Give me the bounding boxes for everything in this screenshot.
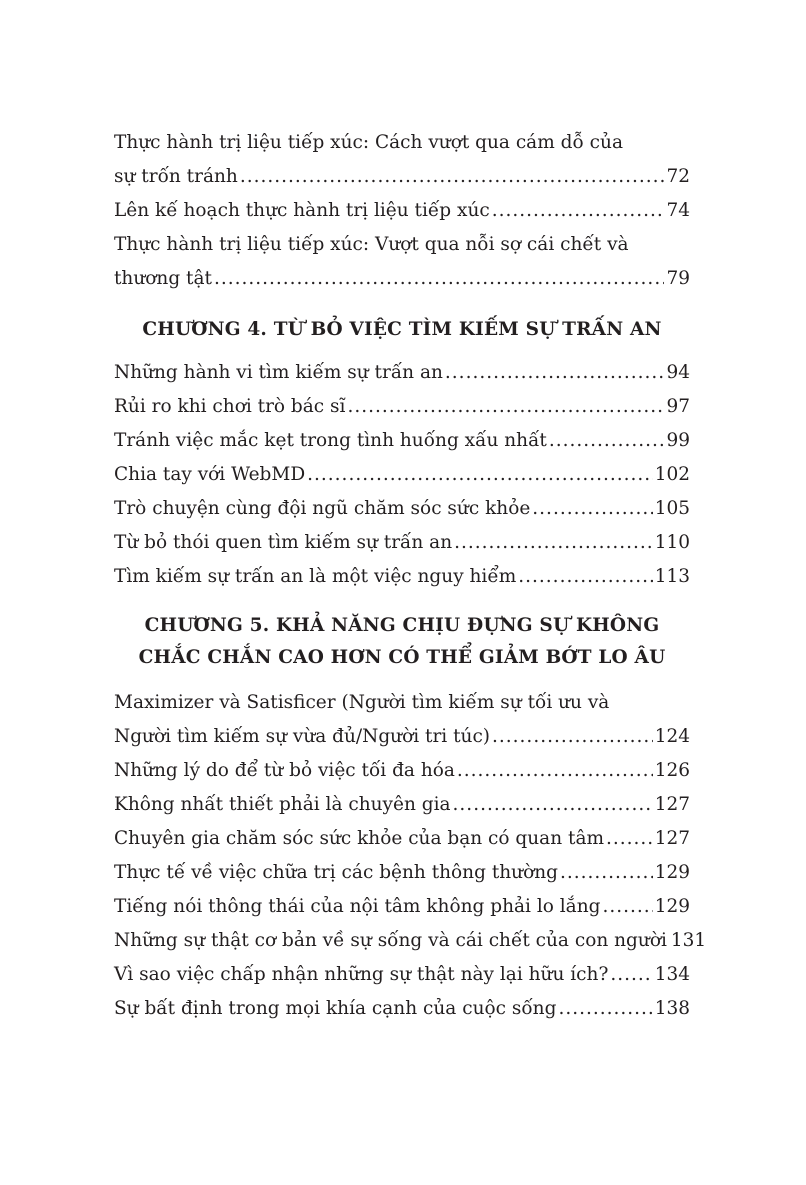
toc-entry-page-number: 131 [670,930,707,951]
toc-entry[interactable] [114,992,690,1026]
dot-leader [602,890,652,924]
toc-entry-title: Trò chuyện cùng đội ngũ chăm sóc sức khỏe [114,498,531,519]
toc-entry-page-number: 99 [666,430,690,451]
toc-entry-page-number: 113 [654,566,690,587]
dot-leader [560,856,653,890]
toc-entry-page-number: 134 [654,964,690,985]
toc-entry[interactable] [114,822,690,856]
toc-entry[interactable] [114,228,690,296]
toc-entry-title: Lên kế hoạch thực hành trị liệu tiếp xúc [114,200,490,221]
dot-leader [549,424,665,458]
toc-entry-title-line1: Maximizer và Satisficer (Người tìm kiếm sự tối ưu và [114,692,610,713]
toc-entry-title: Những sự thật cơ bản về sự sống và cái chết của con người [114,930,667,951]
toc-entry[interactable] [114,890,690,924]
chapter-heading-text: CHƯƠNG 4. TỪ BỎ VIỆC TÌM KIẾM SỰ TRẤN AN [142,319,662,340]
toc-entry-page-number: 102 [654,464,690,485]
toc-entry-page-number: 79 [666,268,690,289]
toc-entry[interactable] [114,924,707,958]
dot-leader [453,788,653,822]
chapter-4-heading[interactable] [114,314,690,346]
toc-entry-page-number: 127 [654,794,690,815]
dot-leader [307,458,653,492]
toc-entry-page-number: 97 [666,396,690,417]
toc-entry-title: Tránh việc mắc kẹt trong tình huống xấu nhất [114,430,547,451]
toc-entry-title: Thực tế về việc chữa trị các bệnh thông thường [114,862,558,883]
toc-entry[interactable] [114,194,690,228]
toc-entry-page-number: 94 [666,362,690,383]
dot-leader [606,822,653,856]
toc-entry-title-line1: Thực hành trị liệu tiếp xúc: Cách vượt qua cám dỗ của [114,132,623,153]
toc-entry-page-number: 138 [654,998,690,1019]
dot-leader [445,356,665,390]
chapter-5-heading[interactable] [114,610,690,674]
toc-entry-page-number: 110 [654,532,690,553]
toc-entry[interactable] [114,754,690,788]
toc-entry-title: Những lý do để từ bỏ việc tối đa hóa [114,760,455,781]
dot-leader [457,754,653,788]
toc-entry-page-number: 72 [666,166,690,187]
toc-entry[interactable] [114,958,690,992]
dot-leader [454,526,653,560]
toc-entry[interactable] [114,560,690,594]
toc-entry[interactable] [114,526,690,560]
chapter-heading-line2: CHẮC CHẮN CAO HƠN CÓ THỂ GIẢM BỚT LO ÂU [138,647,666,668]
dot-leader [492,194,665,228]
toc-entry-title: Tìm kiếm sự trấn an là một việc nguy hiểm [114,566,517,587]
table-of-contents-page [114,126,707,1026]
chapter-heading-line1: CHƯƠNG 5. KHẢ NĂNG CHỊU ĐỰNG SỰ KHÔNG [144,615,660,636]
toc-entry-page-number: 127 [654,828,690,849]
dot-leader [240,160,665,194]
toc-entry[interactable] [114,424,690,458]
toc-entry-page-number: 129 [654,862,690,883]
toc-entry-title: Chuyên gia chăm sóc sức khỏe của bạn có quan tâm [114,828,605,849]
toc-entry-title: thương tật [114,268,212,289]
toc-entry[interactable] [114,458,690,492]
toc-entry[interactable] [114,356,690,390]
toc-entry-title: Người tìm kiếm sự vừa đủ/Người tri túc) [114,726,491,747]
toc-entry-title-line1: Thực hành trị liệu tiếp xúc: Vượt qua nỗi sợ cái chết và [114,234,629,255]
toc-entry-title: Tiếng nói thông thái của nội tâm không phải lo lắng [114,896,601,917]
toc-entry-page-number: 129 [654,896,690,917]
toc-entry-page-number: 124 [654,726,690,747]
dot-leader [518,560,652,594]
toc-entry[interactable] [114,788,690,822]
chapter4-entries [114,356,690,594]
dot-leader [558,992,652,1026]
toc-entry-title: Chia tay với WebMD [114,464,306,485]
toc-entry-page-number: 74 [666,200,690,221]
toc-entry[interactable] [114,492,690,526]
dot-leader [492,720,653,754]
dot-leader [347,390,664,424]
toc-entry-title: Vì sao việc chấp nhận những sự thật này lại hữu ích? [114,964,609,985]
toc-entry[interactable] [114,856,690,890]
toc-entry[interactable] [114,686,690,754]
toc-entry-page-number: 126 [654,760,690,781]
dot-leader [610,958,652,992]
chapter3-continued-entries [114,126,690,296]
dot-leader [532,492,652,526]
toc-entry-title: Từ bỏ thói quen tìm kiếm sự trấn an [114,532,453,553]
toc-entry-title: Những hành vi tìm kiếm sự trấn an [114,362,443,383]
toc-entry[interactable] [114,126,690,194]
chapter5-entries [114,686,707,1026]
toc-entry-title: Không nhất thiết phải là chuyên gia [114,794,451,815]
toc-entry[interactable] [114,390,690,424]
dot-leader [214,262,665,296]
toc-entry-title: Sự bất định trong mọi khía cạnh của cuộc sống [114,998,557,1019]
toc-entry-title: Rủi ro khi chơi trò bác sĩ [114,396,346,417]
toc-entry-title: sự trốn tránh [114,166,238,187]
toc-entry-page-number: 105 [654,498,690,519]
